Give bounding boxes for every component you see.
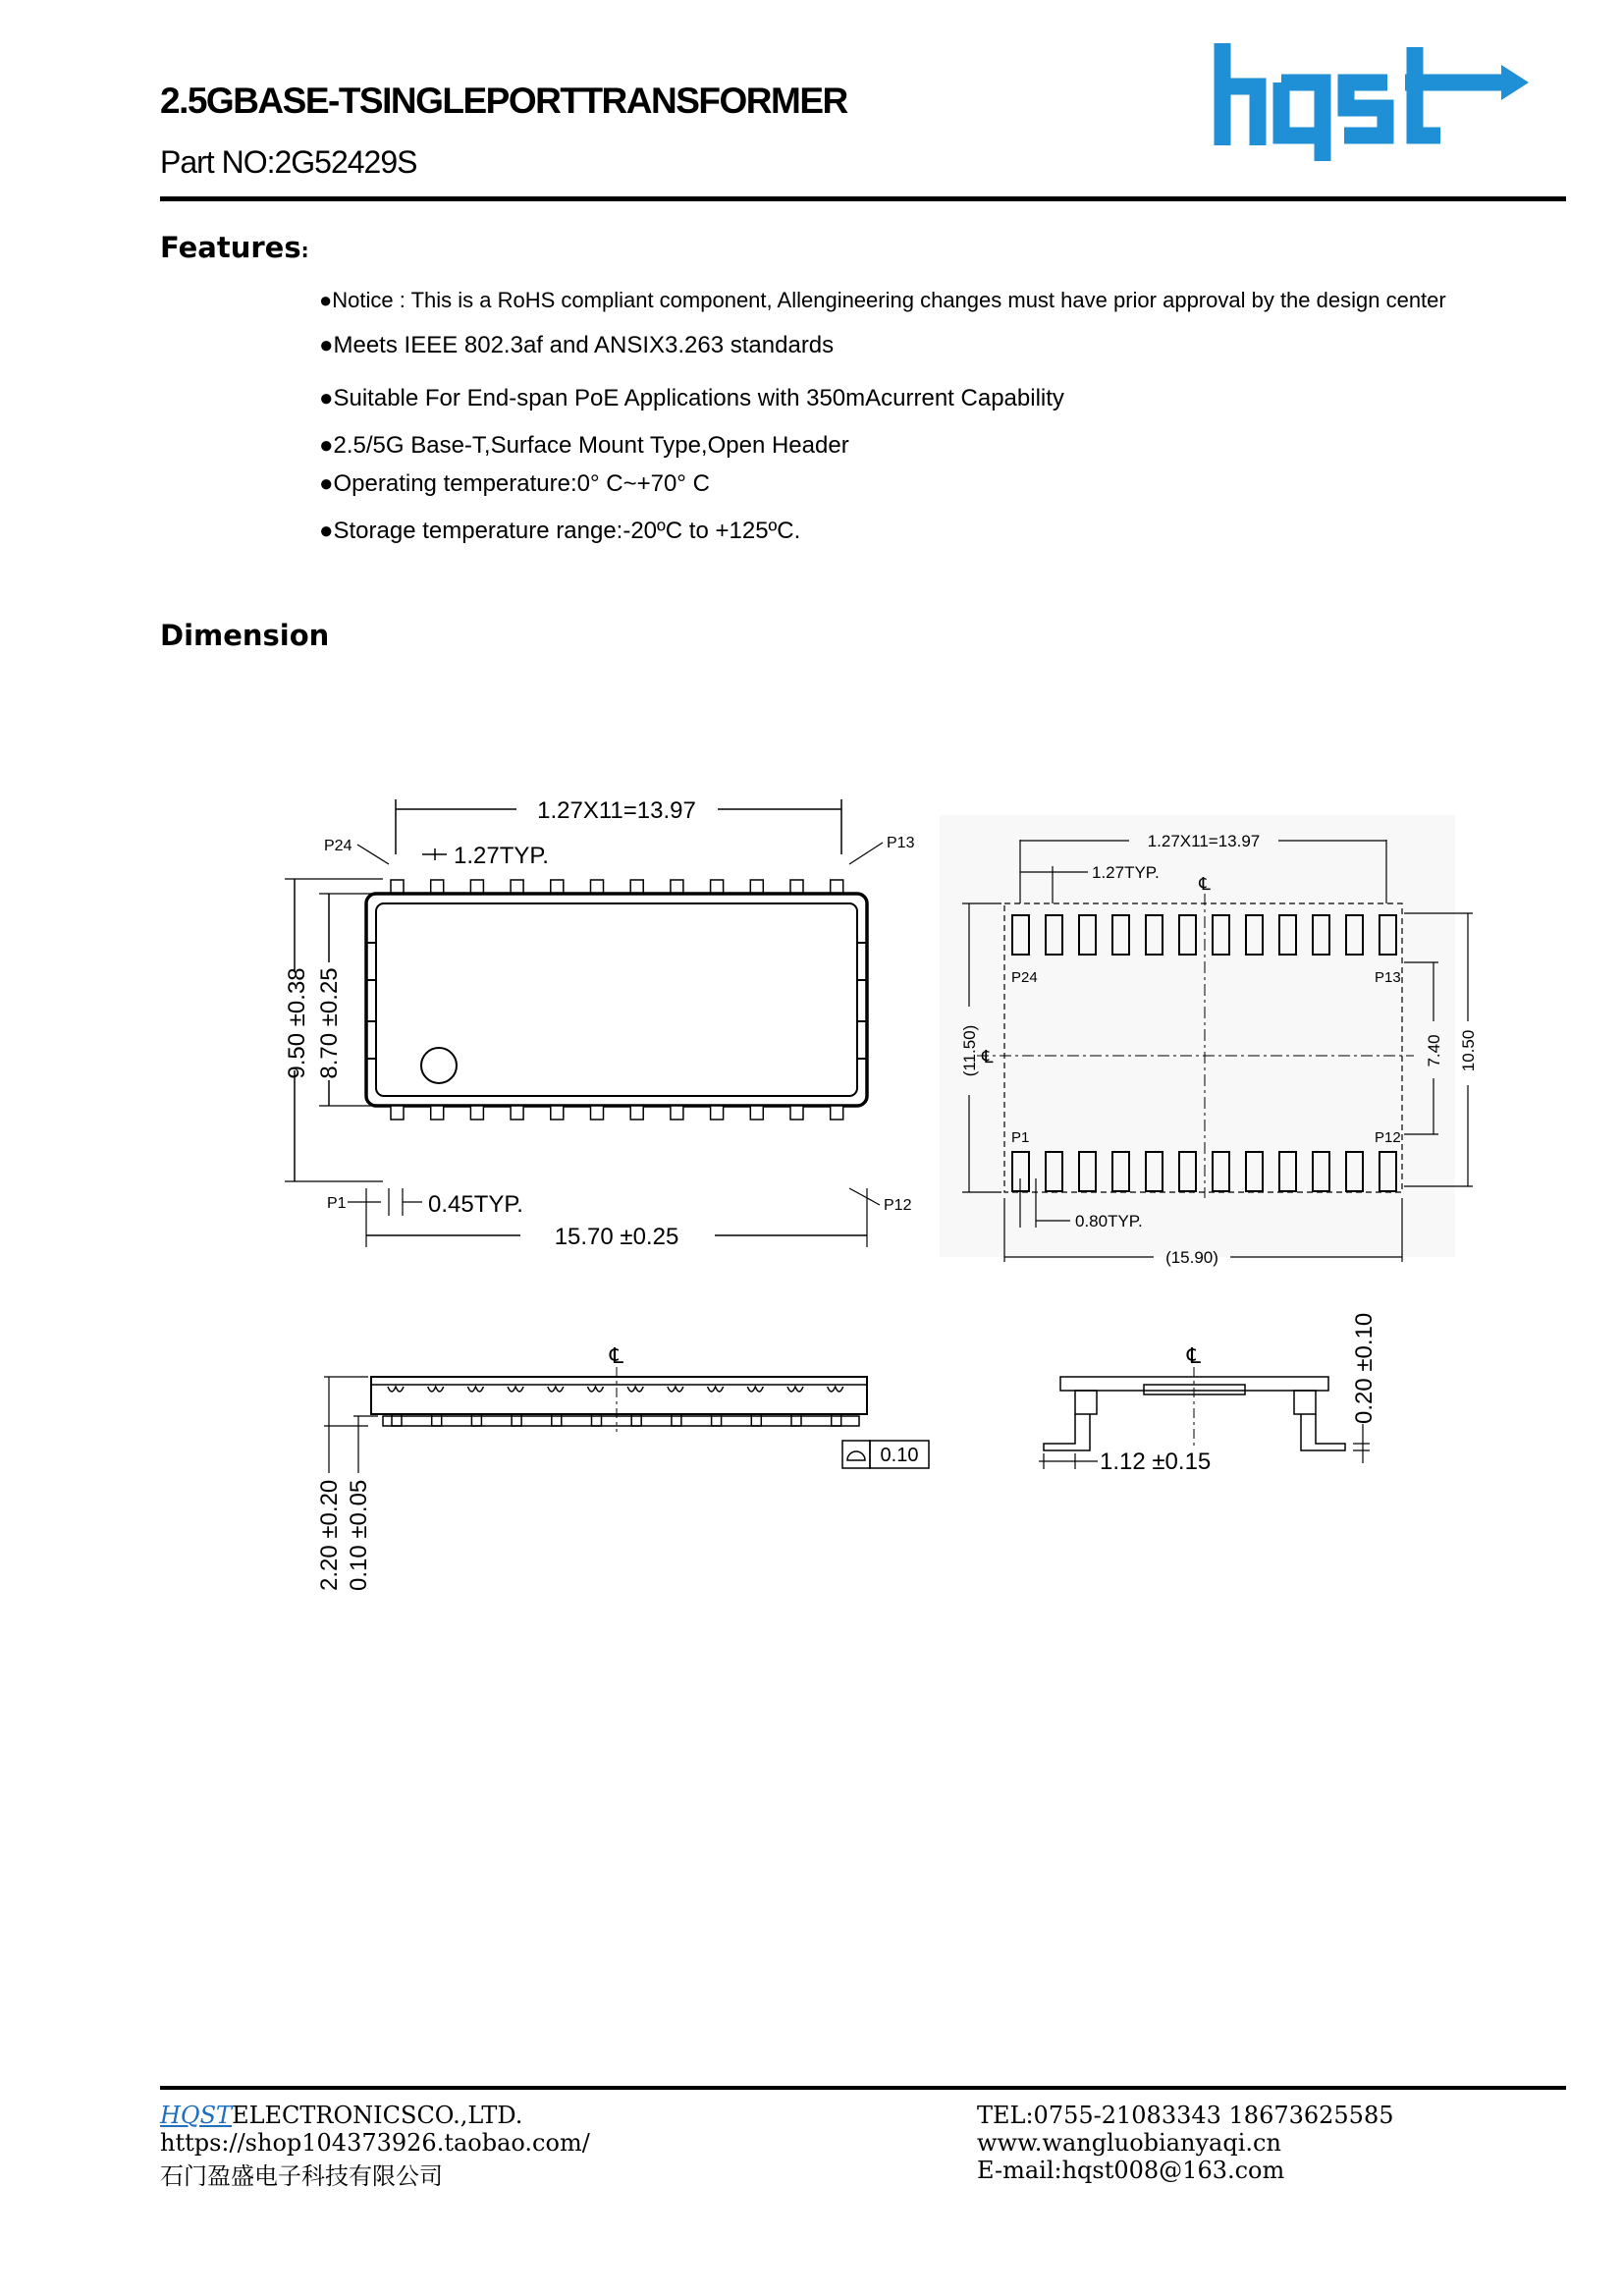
- lead: [428, 1387, 444, 1392]
- footer-divider: [160, 2086, 1566, 2090]
- dimension-drawing: [245, 766, 1502, 1591]
- svg-text:P24: P24: [1011, 969, 1038, 986]
- hqst-logo: [1213, 35, 1532, 163]
- footer-tel: TEL:0755-21083343 18673625585: [977, 2102, 1394, 2129]
- svg-text:7.40: 7.40: [1425, 1034, 1443, 1067]
- dimension-heading: Dimension: [160, 619, 330, 652]
- svg-text:P12: P12: [1375, 1129, 1401, 1146]
- svg-text:P12: P12: [884, 1197, 912, 1214]
- pin: [630, 1106, 643, 1120]
- pin: [470, 880, 483, 894]
- svg-text:P13: P13: [1375, 969, 1401, 986]
- feature-item: ●Storage temperature range:-20ºC to +125ºC.: [319, 518, 801, 544]
- feature-item: ●Meets IEEE 802.3af and ANSIX3.263 standards: [319, 332, 835, 358]
- svg-text:℄: ℄: [1199, 874, 1211, 895]
- svg-text:1.12 ±0.15: 1.12 ±0.15: [1100, 1449, 1212, 1475]
- pin: [711, 880, 724, 894]
- feature-item: ●2.5/5G Base-T,Surface Mount Type,Open Header: [319, 432, 849, 459]
- lead: [627, 1387, 643, 1392]
- pin: [431, 1106, 444, 1120]
- footer-brand: HQST: [160, 2102, 233, 2129]
- svg-text:℄: ℄: [982, 1047, 994, 1067]
- lead: [747, 1387, 763, 1392]
- feature-item: ●Operating temperature:0° C~+70° C: [319, 470, 710, 497]
- lead: [467, 1387, 483, 1392]
- pin: [790, 1106, 803, 1120]
- pin: [630, 880, 643, 894]
- svg-text:1.27X11=13.97: 1.27X11=13.97: [537, 797, 696, 824]
- document-title: 2.5GBASE-TSINGLEPORTTRANSFORMER: [160, 81, 847, 121]
- pin: [391, 880, 404, 894]
- footprint-view: [940, 815, 1478, 1267]
- lead: [708, 1387, 724, 1392]
- svg-text:10.50: 10.50: [1459, 1029, 1478, 1072]
- pin: [470, 1106, 483, 1120]
- svg-text:0.80TYP.: 0.80TYP.: [1075, 1212, 1143, 1230]
- header-divider: [160, 196, 1566, 201]
- pin: [511, 1106, 523, 1120]
- feature-item: ●Suitable For End-span PoE Applications with 350mAcurrent Capability: [319, 385, 1064, 411]
- svg-text:8.70 ±0.25: 8.70 ±0.25: [316, 967, 343, 1079]
- footer-chinese-name: 石门盈盛电子科技有限公司: [160, 2162, 443, 2190]
- svg-text:℄: ℄: [1186, 1344, 1202, 1369]
- pin: [551, 880, 564, 894]
- svg-text:1.27TYP.: 1.27TYP.: [1092, 863, 1160, 882]
- svg-text:2.20 ±0.20: 2.20 ±0.20: [316, 1479, 343, 1591]
- top-view: [284, 797, 915, 1250]
- svg-text:1.27TYP.: 1.27TYP.: [454, 843, 549, 869]
- pin: [391, 1106, 404, 1120]
- svg-text:9.50 ±0.38: 9.50 ±0.38: [284, 967, 310, 1079]
- lead: [787, 1387, 803, 1392]
- footer-company: HQSTELECTRONICSCO.,LTD.: [160, 2102, 523, 2129]
- svg-text:0.45TYP.: 0.45TYP.: [428, 1191, 523, 1218]
- pin: [671, 1106, 683, 1120]
- pin: [671, 880, 683, 894]
- svg-text:0.20 ±0.10: 0.20 ±0.10: [1351, 1312, 1378, 1424]
- pin: [831, 1106, 843, 1120]
- lead: [588, 1387, 604, 1392]
- svg-text:15.70 ±0.25: 15.70 ±0.25: [554, 1224, 679, 1250]
- pin: [750, 880, 763, 894]
- footer-website: www.wangluobianyaqi.cn: [977, 2129, 1281, 2157]
- pin: [591, 1106, 604, 1120]
- pin: [591, 880, 604, 894]
- lead: [388, 1387, 404, 1392]
- pin: [831, 880, 843, 894]
- svg-text:P1: P1: [327, 1195, 347, 1212]
- lead: [548, 1387, 564, 1392]
- lead: [508, 1387, 523, 1392]
- logo-text: hqst: [1213, 35, 1215, 36]
- svg-text:(11.50): (11.50): [960, 1024, 979, 1077]
- end-view: [1039, 1313, 1378, 1475]
- pin: [790, 880, 803, 894]
- svg-text:0.10: 0.10: [880, 1445, 919, 1466]
- svg-text:℄: ℄: [609, 1344, 624, 1369]
- svg-text:P13: P13: [887, 835, 915, 851]
- svg-text:P24: P24: [324, 838, 352, 854]
- part-number: Part NO:2G52429S: [160, 144, 417, 180]
- svg-text:(15.90): (15.90): [1165, 1248, 1218, 1267]
- svg-text:0.10 ±0.05: 0.10 ±0.05: [346, 1479, 372, 1591]
- footer-shop-url: https://shop104373926.taobao.com/: [160, 2129, 590, 2157]
- pin: [431, 880, 444, 894]
- lead: [668, 1387, 683, 1392]
- features-heading: Features:: [160, 231, 309, 264]
- footer-email: E-mail:hqst008@163.com: [977, 2157, 1285, 2184]
- pin: [511, 880, 523, 894]
- feature-item: ●Notice : This is a RoHS compliant component, Allengineering changes must have prior approval by the design center: [319, 288, 1446, 312]
- side-view: [316, 1344, 929, 1591]
- svg-text:P1: P1: [1011, 1129, 1030, 1146]
- pin: [551, 1106, 564, 1120]
- lead: [828, 1387, 843, 1392]
- svg-text:1.27X11=13.97: 1.27X11=13.97: [1147, 832, 1261, 850]
- pin: [750, 1106, 763, 1120]
- pin: [711, 1106, 724, 1120]
